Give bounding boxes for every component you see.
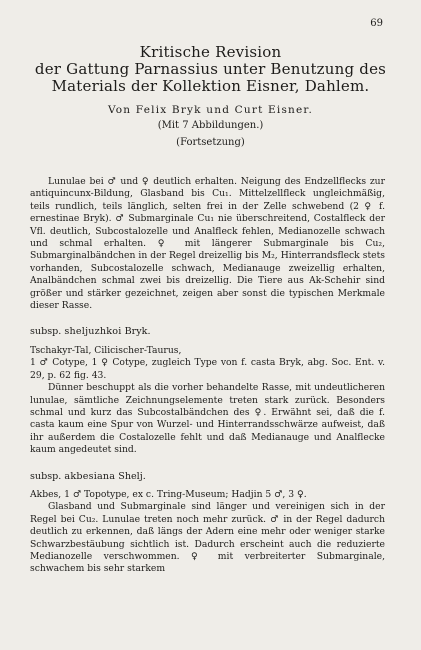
- types-line: 1 ♂ Cotype, 1 ♀ Cotype, zugleich Type von f. casta Bryk, abg. Soc. Ent. v. 29, p. 62 fig. 43.: [30, 357, 385, 381]
- article-header: [0, 44, 421, 148]
- heading-prefix: subsp.: [30, 470, 62, 482]
- description-paragraph: Glasband und Submarginale sind länger und vereinigen sich in der Regel bei Cu₂. Lunulae treten noch mehr zurück. ♂ in der Regel dadurch deutlich zu erkennen, daß längs der Adern eine mehr oder weniger starke Schwarzbestäubung sichtlich ist. Dadurch erscheint auch die reduzierte Medianozelle verschwommen. ♀ mit verbreiterter Submarginale, schwachem bis sehr starkem: [30, 501, 385, 575]
- heading-author: Shelj.: [118, 470, 146, 482]
- illustrations-note: (Mit 7 Abbildungen.): [157, 120, 264, 131]
- article-title-line-3: Materials der Kollektion Eisner, Dahlem.: [51, 77, 370, 95]
- heading-prefix: subsp.: [30, 326, 62, 338]
- description-paragraph: Dünner beschuppt als die vorher behandelte Rasse, mit undeutlicheren lunulae, sämtliche Zeichnungselemente treten stark zurück. Besonders schmal und kurz das Subcostalbändchen des ♀. Erwähnt sei, daß die f. casta kaum eine Spur von Wurzel- und Hinterrandsschwärze aufweist, daß ihr außerdem die Costalozelle fehlt und daß Medianauge und Analflecke kaum angedeutet sind.: [30, 382, 385, 456]
- page-number: 69: [370, 18, 383, 29]
- heading-author: Bryk.: [124, 326, 151, 338]
- subspecies-name: sheljuzhkoi: [64, 326, 122, 338]
- article-title-line-2: der Gattung Parnassius unter Benutzung des: [34, 60, 387, 78]
- section-heading-akbesiana: [30, 471, 385, 483]
- continuation-note: (Fortsetzung): [176, 137, 245, 148]
- article-title-line-1: Kritische Revision: [139, 43, 282, 61]
- locality-line: Akbes, 1 ♂ Topotype, ex c. Tring-Museum; Hadjin 5 ♂, 3 ♀.: [30, 488, 307, 500]
- authors-line: Von Felix Bryk und Curt Eisner.: [107, 104, 314, 116]
- section-heading-sheljuzhkoi: [30, 326, 385, 338]
- subspecies-name: akbesiana: [64, 470, 116, 482]
- intro-paragraph: Lunulae bei ♂ und ♀ deutlich erhalten. Neigung des Endzellflecks zur antiquincunx-Bildung, Glasband bis Cu₁. Mittelzellfleck ungleichmäßig, teils rundlich, teils länglich, selten frei in der Zelle schwebend (2 ♀ f. ernestinae Bryk). ♂ Submarginale Cu₁ nie überschreitend, Costalfleck der Vfl. deutlich, Subcostalozelle und Analfleck fehlen, Medianozelle schwach und schmal erhalten. ♀ mit längerer Submarginale bis Cu₂, Submarginalbändchen in der Regel dreizellig bis M₂, Hinterrandsfleck stets vorhanden, Subcostalozelle schwach, Medianauge zweizellig erhalten, Analbändchen schmal zwei bis dreizellig. Die Tiere aus Ak-Schehir sind größer und stärker gezeichnet, zeigen aber sonst die typischen Merkmale dieser Rasse.: [30, 176, 385, 312]
- locality-line: Tschakyr-Tal, Cilicischer-Taurus,: [30, 344, 182, 356]
- article-body: [30, 176, 385, 576]
